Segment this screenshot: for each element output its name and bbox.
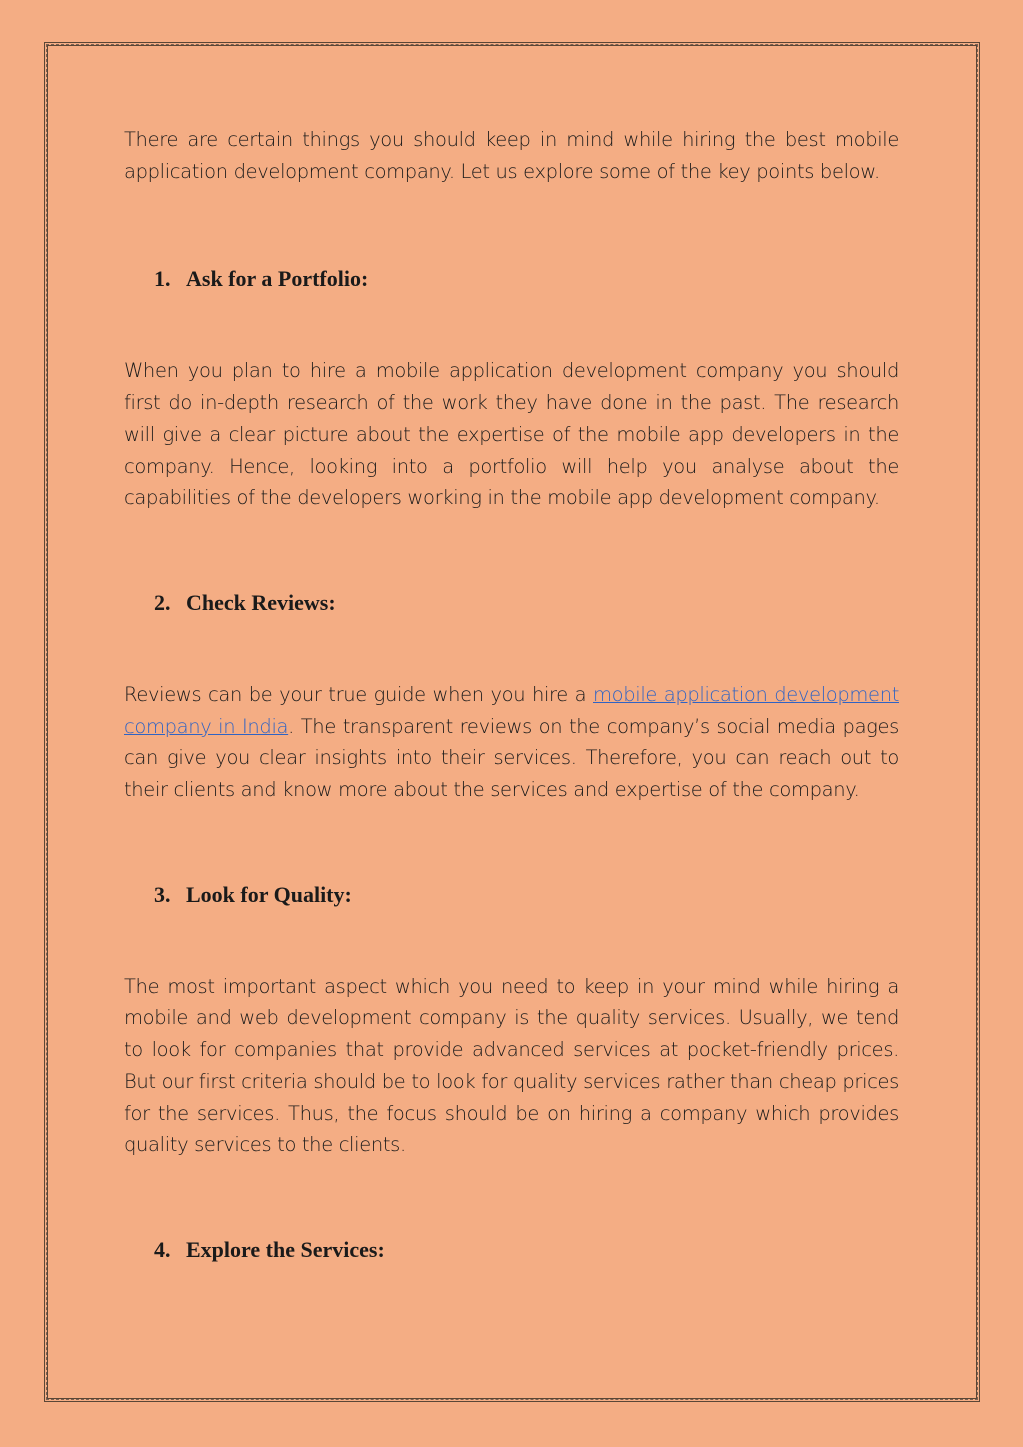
section-number: 4. [154, 1236, 171, 1262]
section-number: 1. [154, 266, 171, 292]
section-title: Ask for a Portfolio: [186, 266, 369, 292]
section-number: 2. [154, 589, 171, 615]
section-title: Explore the Services: [186, 1236, 385, 1262]
intro-paragraph: There are certain things you should keep in mind while hiring the best mobile application development company. Let us explore some of the key points below. [124, 128, 899, 183]
section-heading-services [124, 1236, 899, 1264]
section-heading-reviews [124, 589, 899, 617]
section-heading-quality [124, 881, 899, 909]
section-heading-portfolio [124, 265, 899, 293]
mobile-app-company-india-link[interactable]: mobile application development company in India [124, 682, 899, 738]
reviews-text-after-link: . The transparent reviews on the company’s social media pages can give you clear insights into their services. Therefore, you can reach out to their clients and know more about the services and expertise of the company. [124, 714, 899, 802]
portfolio-paragraph: When you plan to hire a mobile application development company you should first do in-depth research of the work they have done in the past. The research will give a clear picture about the expertise of the mobile app developers in the company. Hence, looking into a portfolio will help you analyse about the capabilities of the developers working in the mobile app development company. [124, 359, 899, 510]
document-content [124, 124, 899, 1264]
reviews-text-before-link: Reviews can be your true guide when you hire a [124, 682, 593, 706]
quality-paragraph: The most important aspect which you need to keep in your mind while hiring a mobile and web development company is the quality services. Usually, we tend to look for companies that provide advanced services at pocket-friendly prices. But our first criteria should be to look for quality services rather than cheap prices for the services. Thus, the focus should be on hiring a company which provides quality services to the clients. [124, 974, 899, 1157]
section-title: Look for Quality: [186, 881, 352, 907]
section-number: 3. [154, 881, 171, 907]
reviews-paragraph [124, 679, 899, 806]
section-title: Check Reviews: [186, 589, 336, 615]
